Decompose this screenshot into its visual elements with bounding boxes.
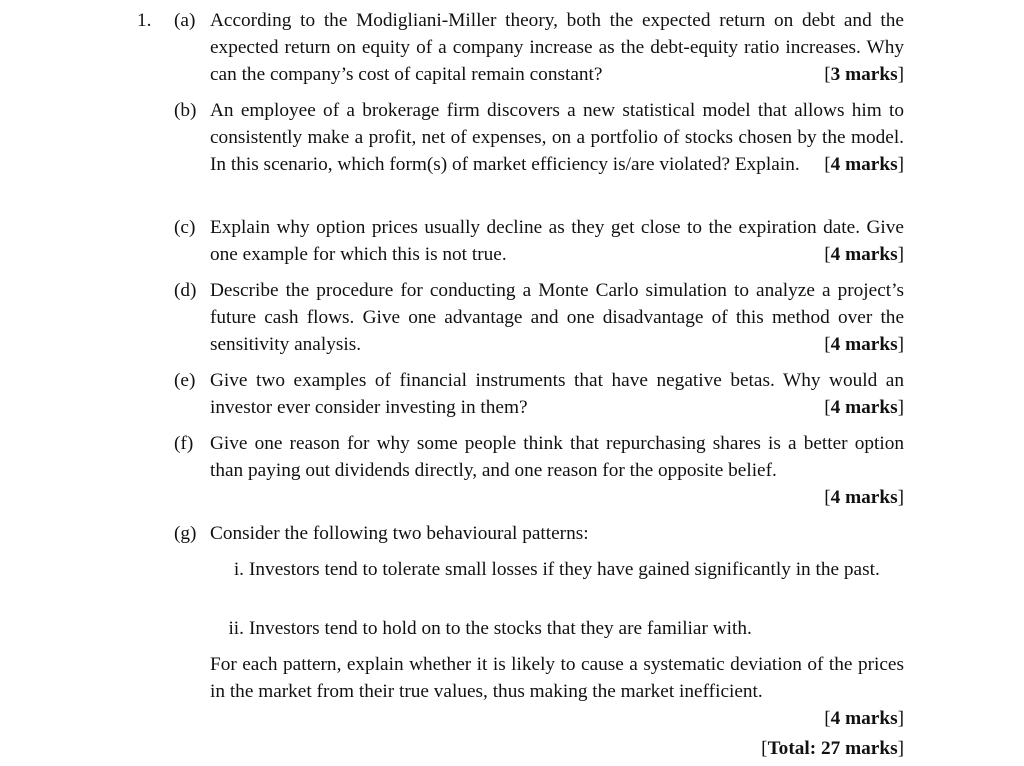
- part-e-text: Give two examples of financial instruments that have negative betas. Why would an investor ever consider investing in them?: [210, 370, 904, 418]
- part-d-label: (d): [174, 280, 197, 301]
- part-a-text: According to the Modigliani-Miller theory, both the expected return on debt and the expected return on equity of a company increase as the debt-equity ratio increases. Why can the company’s cost of capital remain constant?: [210, 10, 904, 85]
- part-g-item-ii-text: Investors tend to hold on to the stocks that they are familiar with.: [249, 618, 752, 639]
- part-d-marks: [4 marks]: [824, 334, 904, 355]
- part-a-body: [210, 7, 904, 88]
- part-f-text: Give one reason for why some people think that repurchasing shares is a better option than paying out dividends directly, and one reason for the opposite belief.: [210, 433, 904, 481]
- part-c-label: (c): [174, 217, 196, 238]
- part-c-text: Explain why option prices usually decline as they get close to the expiration date. Give one example for which this is not true.: [210, 217, 904, 265]
- part-f-marks: [4 marks]: [824, 487, 904, 508]
- part-c-marks: [4 marks]: [824, 244, 904, 265]
- part-e-marks: [4 marks]: [824, 397, 904, 418]
- part-b-body: [210, 97, 904, 178]
- part-f-body: [210, 430, 904, 511]
- part-a-marks: [3 marks]: [824, 64, 904, 85]
- part-b-marks: [4 marks]: [824, 154, 904, 175]
- total-marks: [Total: 27 marks]: [761, 738, 904, 759]
- part-g-marks: [4 marks]: [824, 708, 904, 729]
- question-number: 1.: [137, 10, 152, 31]
- part-g-item-i-label: i.: [233, 559, 244, 580]
- part-g-followup: [210, 651, 904, 732]
- part-b-text: An employee of a brokerage firm discovers a new statistical model that allows him to consistently make a profit, net of expenses, on a portfolio of stocks chosen by the model. In this scenario, which form(s) of market efficiency is/are violated? Explain.: [210, 100, 904, 175]
- part-e-body: [210, 367, 904, 421]
- part-a-label: (a): [174, 10, 196, 31]
- part-f-label: (f): [174, 433, 194, 454]
- part-b-label: (b): [174, 100, 197, 121]
- part-d-body: [210, 277, 904, 358]
- part-d-text: Describe the procedure for conducting a Monte Carlo simulation to analyze a project’s future cash flows. Give one advantage and one disadvantage of this method over the sensitivity analysis.: [210, 280, 904, 355]
- part-g-followup-text: For each pattern, explain whether it is likely to cause a systematic deviation of the prices in the market from their true values, thus making the market inefficient.: [210, 654, 904, 702]
- part-c-body: [210, 214, 904, 268]
- part-e-label: (e): [174, 370, 196, 391]
- part-g-item-ii-label: ii.: [228, 618, 244, 639]
- part-g-intro: Consider the following two behavioural patterns:: [210, 523, 589, 544]
- part-g-label: (g): [174, 523, 197, 544]
- part-g-item-i-text: Investors tend to tolerate small losses if they have gained significantly in the past.: [249, 559, 880, 580]
